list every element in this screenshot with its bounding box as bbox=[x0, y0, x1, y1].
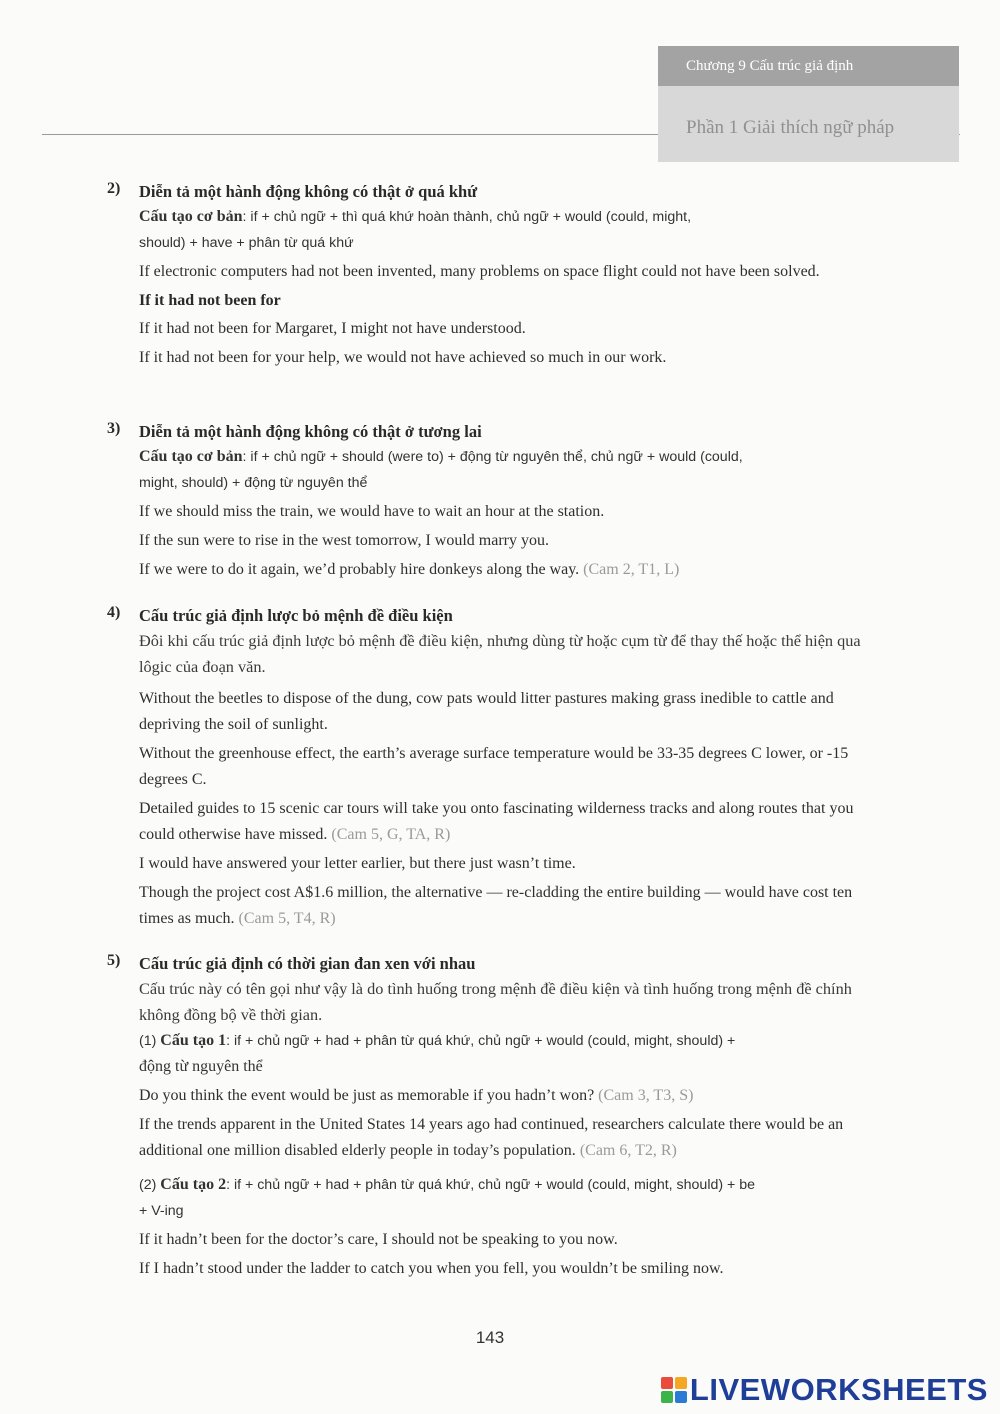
formula-text-cont: should) + have + phân từ quá khứ bbox=[139, 235, 354, 251]
formula-text: : if + chủ ngữ + thì quá khứ hoàn thành, chủ ngữ + would (could, might, bbox=[242, 209, 692, 225]
subheading: If it had not been for bbox=[139, 292, 281, 309]
example: Without the beetles to dispose of the dung, cow pats would litter pastures making grass inedible to cattle and depriving the soil of sunlight. bbox=[139, 690, 834, 733]
citation: (Cam 5, T4, R) bbox=[238, 910, 336, 927]
section-title: Diễn tả một hành động không có thật ở quá khứ bbox=[139, 182, 478, 201]
example-cited bbox=[139, 1112, 887, 1164]
example: Without the greenhouse effect, the earth’s average surface temperature would be 33-35 degrees C lower, or -15 degrees C. bbox=[139, 745, 849, 788]
example-text: Detailed guides to 15 scenic car tours will take you onto fascinating wilderness tracks and along routes that you could otherwise have missed. bbox=[139, 800, 854, 843]
example: If it had not been for your help, we would not have achieved so much in our work. bbox=[139, 349, 667, 366]
formula bbox=[139, 444, 887, 496]
formula-text-cont: động từ nguyên thể bbox=[139, 1058, 263, 1075]
section-5 bbox=[107, 952, 887, 1282]
example: If we should miss the train, we would have to wait an hour at the station. bbox=[139, 503, 605, 520]
formula-prefix: (2) bbox=[139, 1177, 161, 1193]
description: Cấu trúc này có tên gọi như vậy là do tình huống trong mệnh đề điều kiện và tình huống trong mệnh đề chính không đồng bộ về thời gian. bbox=[139, 979, 852, 1024]
formula-label: Cấu tạo cơ bản bbox=[139, 208, 243, 225]
liveworksheets-wordmark: LIVEWORKSHEETS bbox=[689, 1372, 988, 1407]
example: If it had not been for Margaret, I might not have understood. bbox=[139, 320, 526, 337]
example-text: Though the project cost A$1.6 million, the alternative — re-cladding the entire building — would have cost ten times as much. bbox=[139, 884, 853, 927]
citation: (Cam 3, T3, S) bbox=[598, 1087, 694, 1104]
example-cited bbox=[139, 557, 887, 583]
example-text: If we were to do it again, we’d probably hire donkeys along the way. bbox=[139, 561, 580, 578]
formula-label: Cấu tạo 2 bbox=[160, 1176, 227, 1193]
formula-2 bbox=[139, 1172, 887, 1224]
formula-label: Cấu tạo cơ bản bbox=[139, 448, 243, 465]
citation: (Cam 2, T1, L) bbox=[583, 561, 680, 578]
formula-text-cont: + V-ing bbox=[139, 1203, 184, 1219]
page-number: 143 bbox=[475, 1328, 505, 1347]
section-title: Cấu trúc giả định có thời gian đan xen với nhau bbox=[139, 954, 476, 973]
section-title: Diễn tả một hành động không có thật ở tương lai bbox=[139, 422, 482, 441]
section-4 bbox=[107, 604, 887, 932]
liveworksheets-icon bbox=[661, 1377, 687, 1403]
citation: (Cam 6, T2, R) bbox=[579, 1142, 677, 1159]
section-2 bbox=[107, 180, 887, 371]
chapter-title: Chương 9 Cấu trúc giả định bbox=[658, 46, 959, 86]
example-cited bbox=[139, 880, 887, 932]
part-title: Phần 1 Giải thích ngữ pháp bbox=[686, 117, 895, 138]
example: If I hadn’t stood under the ladder to catch you when you fell, you wouldn’t be smiling now. bbox=[139, 1260, 724, 1277]
example-cited bbox=[139, 796, 887, 848]
section-number: 3) bbox=[107, 420, 121, 437]
example: If the sun were to rise in the west tomorrow, I would marry you. bbox=[139, 532, 549, 549]
section-number: 5) bbox=[107, 952, 121, 969]
liveworksheets-logo bbox=[661, 1373, 988, 1407]
citation: (Cam 5, G, TA, R) bbox=[331, 826, 451, 843]
section-title: Cấu trúc giả định lược bỏ mệnh đề điều kiện bbox=[139, 606, 453, 625]
formula-label: Cấu tạo 1 bbox=[160, 1032, 227, 1049]
description: Đôi khi cấu trúc giả định lược bỏ mệnh đề điều kiện, nhưng dùng từ hoặc cụm từ để thay thế hoặc thể hiện qua lôgic của đoạn văn. bbox=[139, 631, 861, 676]
formula-prefix: (1) bbox=[139, 1033, 161, 1049]
example: I would have answered your letter earlier, but there just wasn’t time. bbox=[139, 855, 576, 872]
section-3 bbox=[107, 420, 887, 583]
example-text: If the trends apparent in the United States 14 years ago had continued, researchers calculate there would be an additional one million disabled elderly people in today’s population. bbox=[139, 1116, 844, 1159]
section-number: 4) bbox=[107, 604, 121, 621]
formula-text: : if + chủ ngữ + had + phân từ quá khứ, chủ ngữ + would (could, might, should) + bbox=[226, 1033, 736, 1049]
section-number: 2) bbox=[107, 180, 121, 197]
formula-text: : if + chủ ngữ + had + phân từ quá khứ, chủ ngữ + would (could, might, should) + be bbox=[226, 1177, 756, 1193]
chapter-header bbox=[658, 46, 959, 162]
example-text: Do you think the event would be just as memorable if you hadn’t won? bbox=[139, 1087, 595, 1104]
example: If electronic computers had not been invented, many problems on space flight could not have been solved. bbox=[139, 263, 820, 280]
formula-text-cont: might, should) + động từ nguyên thể bbox=[139, 475, 368, 491]
example-cited bbox=[139, 1083, 887, 1109]
example: If it hadn’t been for the doctor’s care, I should not be speaking to you now. bbox=[139, 1231, 618, 1248]
formula-1 bbox=[139, 1028, 887, 1080]
formula bbox=[139, 204, 887, 256]
formula-text: : if + chủ ngữ + should (were to) + động từ nguyên thể, chủ ngữ + would (could, bbox=[242, 449, 743, 465]
